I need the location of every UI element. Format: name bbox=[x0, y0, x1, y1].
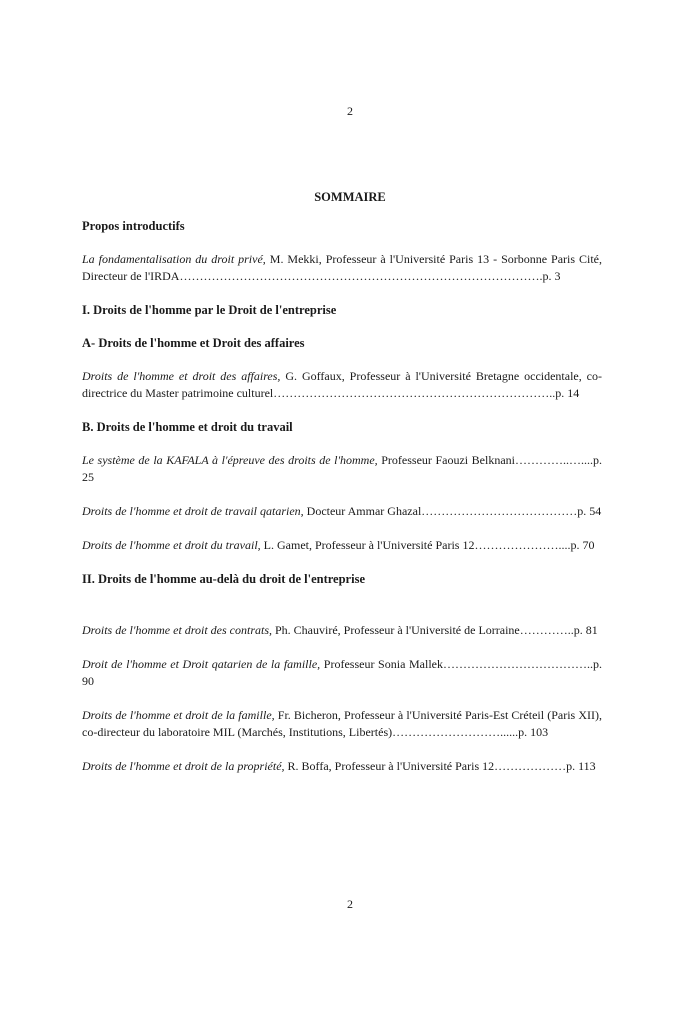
entry-dots: ………………….... bbox=[474, 538, 571, 552]
entry-dots: …………..….... bbox=[515, 453, 594, 467]
entry-title: Droits de l'homme et droit de la propriété, bbox=[82, 759, 285, 773]
entry-title: Droit de l'homme et Droit qatarien de la famille, bbox=[82, 657, 321, 671]
entry-author: L. Gamet, Professeur à l'Université Paris 12 bbox=[260, 538, 475, 552]
entry-title: Droits de l'homme et droit du travail, bbox=[82, 538, 261, 552]
entry-author: G. Goffaux, Professeur à l'Université Bretagne occidentale, co-directrice du Master patrimoine culturel bbox=[82, 369, 602, 400]
entry-page: p. 81 bbox=[573, 623, 598, 637]
entry-title: Le système de la KAFALA à l'épreuve des droits de l'homme, bbox=[82, 453, 378, 467]
entry-dots: ……………………………….. bbox=[443, 657, 593, 671]
toc-entry bbox=[82, 758, 602, 775]
spacer bbox=[82, 604, 602, 622]
entry-title: Droits de l'homme et droit des contrats, bbox=[82, 623, 272, 637]
table-of-contents bbox=[82, 218, 602, 792]
entry-title: La fondamentalisation du droit privé, bbox=[82, 252, 266, 266]
entry-author: Fr. Bicheron, Professeur à l'Université Paris-Est Créteil (Paris XII), co-directeur du laboratoire MIL (Marchés, Institutions, Libertés) bbox=[82, 708, 602, 739]
entry-dots: …………………………………………………………….. bbox=[273, 386, 556, 400]
entry-page: p. 54 bbox=[577, 504, 602, 518]
entry-author: Professeur Faouzi Belknani bbox=[377, 453, 516, 467]
section-heading-intro: Propos introductifs bbox=[82, 219, 185, 233]
entry-page: p. 70 bbox=[570, 538, 595, 552]
entry-author: Ph. Chauviré, Professeur à l'Université de Lorraine bbox=[272, 623, 520, 637]
entry-dots: ………….. bbox=[519, 623, 574, 637]
section-heading-part-a: A- Droits de l'homme et Droit des affaires bbox=[82, 336, 305, 350]
toc-entry bbox=[82, 452, 602, 486]
entry-author: Professeur Sonia Mallek bbox=[320, 657, 443, 671]
toc-entry bbox=[82, 503, 602, 520]
toc-entry bbox=[82, 656, 602, 690]
entry-page: p. 103 bbox=[518, 725, 549, 739]
toc-entry bbox=[82, 368, 602, 402]
entry-author: R. Boffa, Professeur à l'Université Paris 12 bbox=[284, 759, 495, 773]
page-number-top: 2 bbox=[347, 104, 353, 118]
section-heading-part-b: B. Droits de l'homme et droit du travail bbox=[82, 420, 293, 434]
page-number-bottom: 2 bbox=[347, 897, 353, 911]
entry-dots: ……………………………………………………………………………… bbox=[179, 269, 540, 283]
entry-author: M. Mekki, Professeur à l'Université Paris 13 - Sorbonne Paris Cité, Directeur de l'IRDA bbox=[82, 252, 603, 283]
section-heading-part1: I. Droits de l'homme par le Droit de l'entreprise bbox=[82, 303, 337, 317]
toc-entry bbox=[82, 622, 602, 639]
entry-author: Docteur Ammar Ghazal bbox=[303, 504, 422, 518]
entry-page: p. 113 bbox=[566, 759, 596, 773]
entry-dots: ……………… bbox=[494, 759, 567, 773]
entry-page: p. 25 bbox=[82, 453, 603, 484]
toc-entry bbox=[82, 537, 602, 554]
toc-entry bbox=[82, 707, 602, 741]
section-heading-part2: II. Droits de l'homme au-delà du droit de l'entreprise bbox=[82, 572, 365, 586]
entry-title: Droits de l'homme et droit des affaires, bbox=[82, 369, 281, 383]
entry-page: .p. 3 bbox=[539, 269, 561, 283]
entry-page: p. 14 bbox=[555, 386, 580, 400]
entry-dots: ………………………...... bbox=[392, 725, 519, 739]
entry-title: Droits de l'homme et droit de travail qatarien, bbox=[82, 504, 304, 518]
entry-dots: ………………………………… bbox=[421, 504, 578, 518]
entry-page: p. 90 bbox=[82, 657, 602, 688]
toc-entry bbox=[82, 251, 602, 285]
page-title: SOMMAIRE bbox=[314, 190, 386, 204]
entry-title: Droits de l'homme et droit de la famille, bbox=[82, 708, 275, 722]
